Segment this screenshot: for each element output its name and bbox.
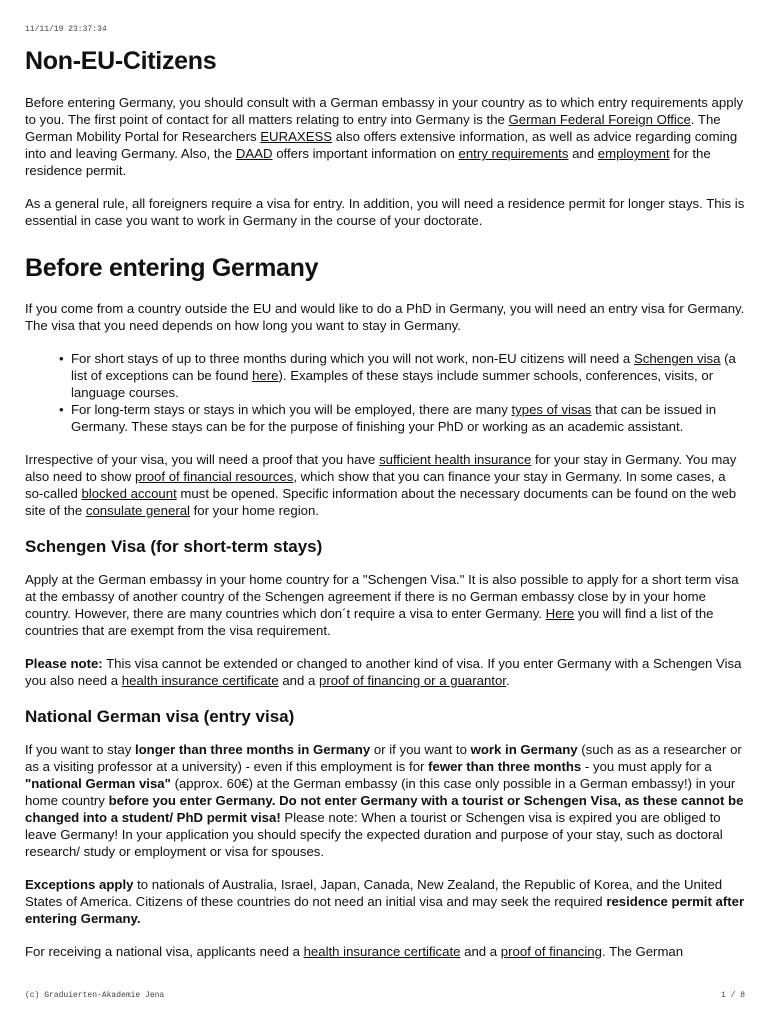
link-sufficient-health-insurance[interactable]: sufficient health insurance	[379, 452, 532, 467]
exceptions-paragraph: Exceptions apply to nationals of Australia, Israel, Japan, Canada, New Zealand, the Republic of Korea, and the United States of America. Citizens of these countries do not need an initial visa and may seek the required residence permit after entering Germany.	[25, 877, 745, 926]
list-item: • For long-term stays or stays in which you will be employed, there are many types of visas that can be issued in Germany. These stays can be for the purpose of finishing your PhD or working as an academic assistant.	[59, 402, 717, 434]
bullet-icon: •	[59, 402, 64, 417]
link-proof-of-financial-resources[interactable]: proof of financial resources	[134, 469, 294, 484]
bullet-icon: •	[59, 351, 64, 366]
link-employment[interactable]: employment	[597, 146, 670, 161]
section-heading-before-entering: Before entering Germany	[25, 254, 319, 282]
footer-copyright: (c) Graduierten-Akademie Jena	[25, 991, 165, 1000]
print-timestamp: 11/11/19 23:37:34	[25, 25, 107, 34]
link-types-of-visas[interactable]: types of visas	[511, 402, 592, 417]
link-exceptions-here[interactable]: here	[252, 368, 279, 383]
schengen-note-paragraph: Please note: This visa cannot be extended or changed to another kind of visa. If you enter Germany with a Schengen Visa you also need a health insurance certificate and a proof of financing or a guarantor.	[25, 656, 742, 688]
link-schengen-visa[interactable]: Schengen visa	[633, 351, 721, 366]
list-item: • For short stays of up to three months during which you will not work, non-EU citizens will need a Schengen visa (a list of exceptions can be found here). Examples of these stays include summer schools, conferences, visits, or language courses.	[59, 351, 736, 400]
section-heading-national-visa: National German visa (entry visa)	[25, 707, 295, 726]
section-heading-schengen: Schengen Visa (for short-term stays)	[25, 537, 323, 556]
link-health-insurance-certificate-2[interactable]: health insurance certificate	[303, 944, 461, 959]
link-german-federal-foreign-office[interactable]: German Federal Foreign Office	[508, 112, 691, 127]
general-rule-paragraph: As a general rule, all foreigners require a visa for entry. In addition, you will need a residence permit for longer stays. This is essential in case you want to work in Germany in the course of your doctorate.	[25, 196, 745, 228]
visa-type-list	[25, 350, 747, 435]
link-proof-of-financing-or-guarantor[interactable]: proof of financing or a guarantor	[319, 673, 506, 688]
link-entry-requirements[interactable]: entry requirements	[458, 146, 569, 161]
link-consulate-general[interactable]: consulate general	[85, 503, 190, 518]
page-number: 1 / 8	[720, 991, 745, 1000]
health-insurance-paragraph: Irrespective of your visa, you will need a proof that you have sufficient health insurance for your stay in Germany. You may also need to show proof of financial resources, which show that you can finance your stay in Germany. In some cases, a so-called blocked account must be opened. Specific information about the necessary documents can be found on the web site of the consulate general for your home region.	[25, 452, 737, 518]
national-visa-paragraph: If you want to stay longer than three months in Germany or if you want to work in Germany (such as as a researcher or as a visiting professor at a university) - even if this employment is for fewer than three months - you must apply for a "national German visa" (approx. 60€) at the German embassy (in this case only possible in a German embassy!) in your home country before you enter Germany. Do not enter Germany with a tourist or Schengen Visa, as these cannot be changed into a student/ PhD permit visa! Please note: When a tourist or Schengen visa is expired you are obliged to leave Germany! In your application you should specify the expected duration and purpose of your stay, such as doctoral research/ study or employment or visa for spouses.	[25, 742, 744, 859]
link-blocked-account[interactable]: blocked account	[81, 486, 177, 501]
intro-paragraph: Before entering Germany, you should consult with a German embassy in your country as to which entry requirements apply to you. The first point of contact for all matters relating to entry into Germany is the German Federal Foreign Office. The German Mobility Portal for Researchers EURAXESS also offers extensive information, as well as advice regarding coming into and leaving Germany. Also, the DAAD offers important information on entry requirements and employment for the residence permit.	[25, 95, 744, 178]
before-entering-paragraph: If you come from a country outside the EU and would like to do a PhD in Germany, you will need an entry visa for Germany. The visa that you need depends on how long you want to stay in Germany.	[25, 301, 745, 333]
link-euraxess[interactable]: EURAXESS	[260, 129, 333, 144]
link-exempt-countries-here[interactable]: Here	[545, 606, 575, 621]
document-page	[25, 40, 747, 976]
link-proof-of-financing[interactable]: proof of financing	[500, 944, 602, 959]
link-health-insurance-certificate[interactable]: health insurance certificate	[121, 673, 279, 688]
please-note-label: Please note:	[25, 656, 103, 671]
link-daad[interactable]: DAAD	[235, 146, 273, 161]
page-title: Non-EU-Citizens	[25, 47, 217, 75]
national-requirements-paragraph: For receiving a national visa, applicants need a health insurance certificate and a proof of financing. The German	[25, 944, 684, 959]
schengen-paragraph: Apply at the German embassy in your home country for a "Schengen Visa." It is also possible to apply for a short term visa at the embassy of another country of the Schengen agreement if there is no German embassy close by in your home country. However, there are many countries which don´t require a visa to enter Germany. Here you will find a list of the countries that are exempt from the visa requirement.	[25, 572, 739, 638]
